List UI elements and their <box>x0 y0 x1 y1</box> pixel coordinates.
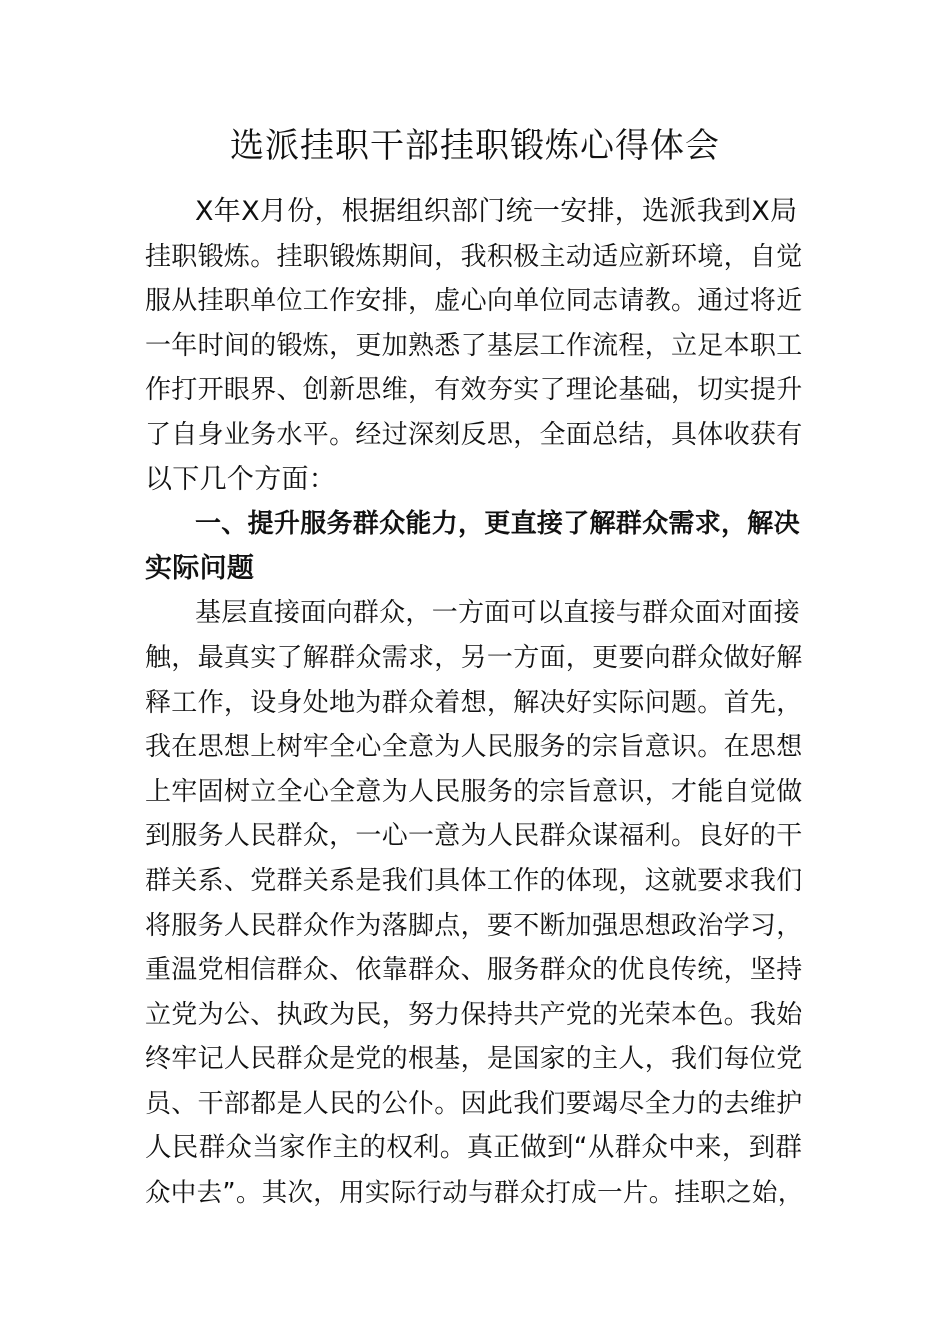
paragraph-line: 服从挂职单位工作安排，虚心向单位同志请教。通过将近 <box>145 286 803 317</box>
paragraph-line: 挂职锻炼。挂职锻炼期间，我积极主动适应新环境，自觉 <box>145 241 803 272</box>
paragraph-line: 员、干部都是人民的公仆。因此我们要竭尽全力的去维护 <box>145 1088 803 1119</box>
paragraph-line: 基层直接面向群众，一方面可以直接与群众面对面接 <box>195 598 800 629</box>
paragraph-line: 触，最真实了解群众需求，另一方面，更要向群众做好解 <box>145 642 803 673</box>
section-heading-line: 一、提升服务群众能力，更直接了解群众需求，解决 <box>195 509 800 540</box>
paragraph-line: 终牢记人民群众是党的根基，是国家的主人，我们每位党 <box>145 1044 803 1075</box>
paragraph-line: 一年时间的锻炼，更加熟悉了基层工作流程，立足本职工 <box>145 330 803 361</box>
paragraph-line: X年X月份，根据组织部门统一安排，选派我到X局 <box>195 196 798 227</box>
paragraph-line: 我在思想上树牢全心全意为人民服务的宗旨意识。在思想 <box>145 732 803 763</box>
paragraph-line: 释工作，设身处地为群众着想，解决好实际问题。首先， <box>145 687 803 718</box>
document-title: 选派挂职干部挂职锻炼心得体会 <box>230 126 720 166</box>
paragraph-line: 以下几个方面： <box>145 463 337 495</box>
paragraph-line: 作打开眼界、创新思维，有效夯实了理论基础，切实提升 <box>145 375 803 406</box>
paragraph-line: 人民群众当家作主的权利。真正做到“从群众中来，到群 <box>145 1132 803 1164</box>
paragraph-line: 众中去”。其次，用实际行动与群众打成一片。挂职之始， <box>145 1178 804 1209</box>
paragraph-line: 重温党相信群众、依靠群众、服务群众的优良传统，坚持 <box>145 955 803 986</box>
paragraph-line: 将服务人民群众作为落脚点，要不断加强思想政治学习， <box>145 910 803 941</box>
paragraph-line: 立党为公、执政为民，努力保持共产党的光荣本色。我始 <box>145 999 803 1030</box>
section-heading-line: 实际问题 <box>145 552 255 584</box>
paragraph-line: 了自身业务水平。经过深刻反思，全面总结，具体收获有 <box>145 419 803 450</box>
paragraph-line: 上牢固树立全心全意为人民服务的宗旨意识，才能自觉做 <box>145 776 803 807</box>
paragraph-line: 到服务人民群众，一心一意为人民群众谋福利。良好的干 <box>145 821 803 852</box>
document-body <box>145 190 805 1216</box>
paragraph-line: 群关系、党群关系是我们具体工作的体现，这就要求我们 <box>145 865 803 896</box>
